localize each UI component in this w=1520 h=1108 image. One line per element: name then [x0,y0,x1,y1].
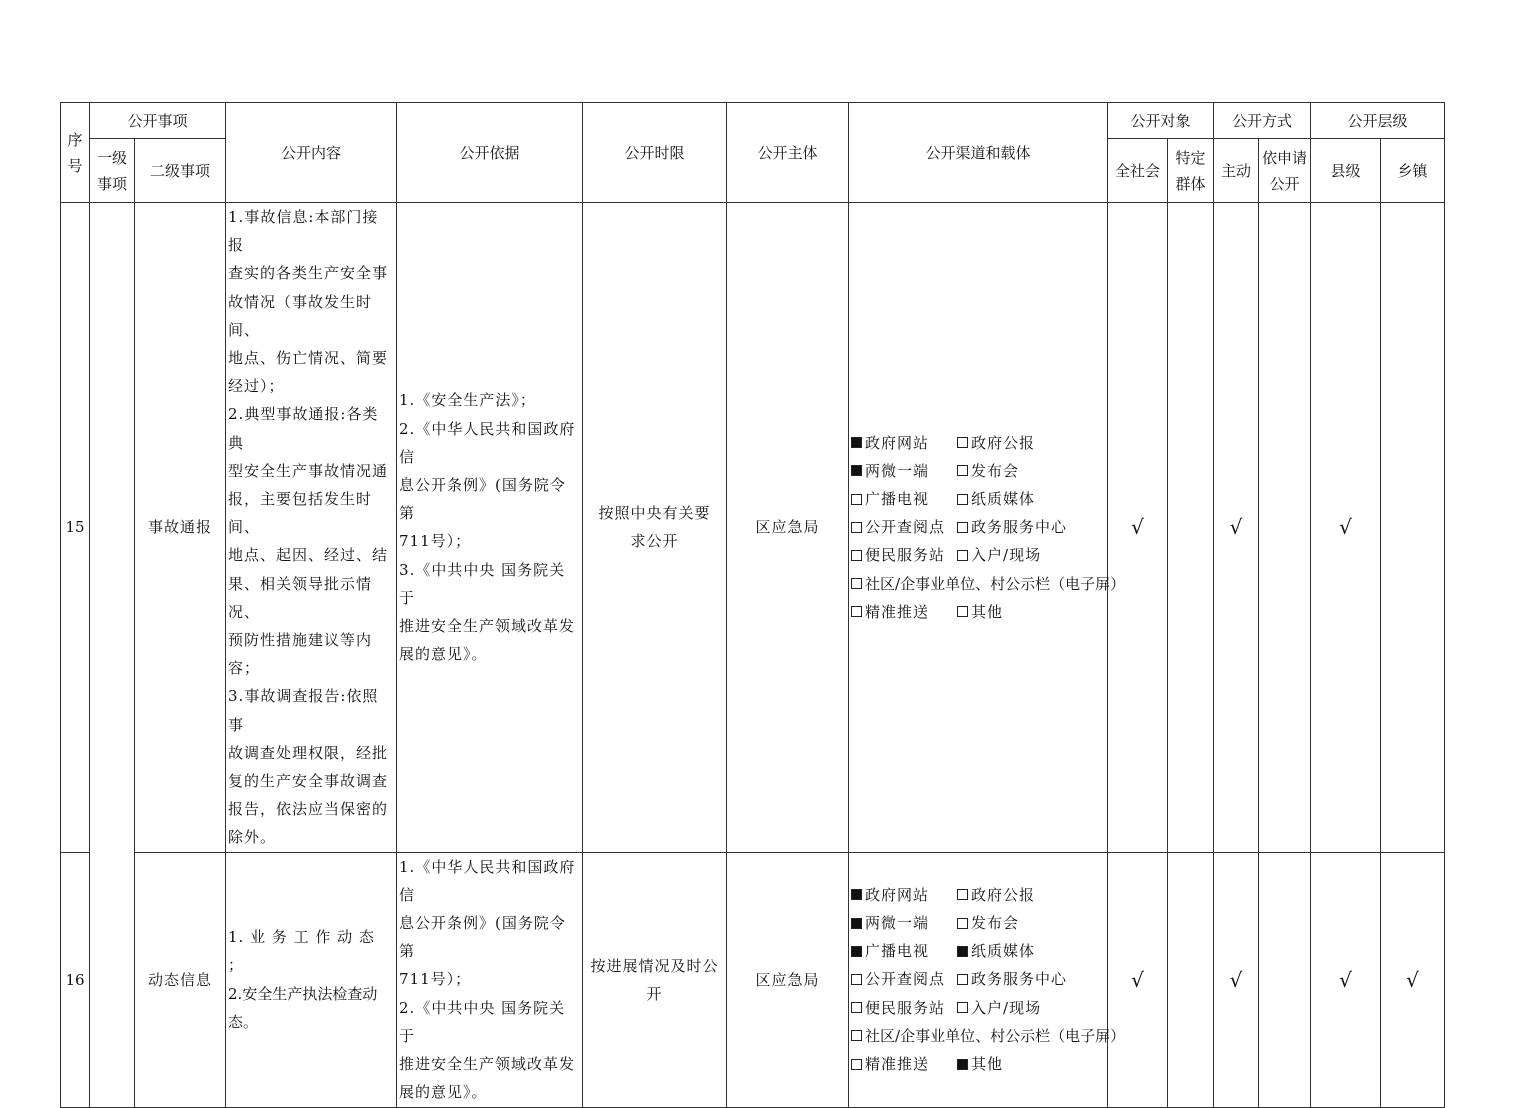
channel-item [851,1022,1125,1050]
channel-label: 发布会 [971,914,1020,933]
row-subject: 区应急局 [727,852,849,1107]
channel-item [957,485,1035,513]
channel-item [851,937,957,965]
header-seq-text: 序号 [67,130,83,175]
checkbox-checked-icon [957,946,968,957]
channel-label: 公开查阅点 [865,518,946,537]
content-line: 报告，依法应当保密的 [228,800,389,819]
row-level2: 事故通报 [135,203,226,853]
channel-label: 政务服务中心 [971,518,1068,537]
row-content [226,852,397,1107]
basis-line: 711号）； [399,532,472,551]
checkbox-checked-icon [851,918,862,929]
disclosure-table [60,102,1445,1108]
row-basis [397,203,583,853]
channel-row [851,429,1107,457]
channel-item [957,1050,1003,1078]
channel-label: 发布会 [971,461,1020,480]
content-line: 2.典型事故通报:各类典 [228,405,379,452]
header-target-specific-text: 特定群体 [1175,148,1206,193]
content-line: 1.事故信息:本部门接报 [228,208,379,255]
checkbox-checked-icon [851,465,862,476]
checkbox-empty-icon [957,606,968,617]
row-channels [849,203,1126,853]
row-time-limit: 按照中央有关要求公开 [583,203,727,853]
channel-label: 便民服务站 [865,998,946,1017]
channel-item [851,965,957,993]
row-mode-request [1259,203,1311,853]
row-mode-request [1259,852,1311,1107]
checkbox-empty-icon [851,1030,862,1041]
channel-label: 入户/现场 [971,546,1042,565]
row-seq: 15 [61,203,90,853]
channel-label: 广播电视 [865,942,930,961]
basis-line: 2.《中共中央 国务院关于 [399,998,566,1045]
checkbox-checked-icon [851,889,862,900]
content-line: 报，主要包括发生时间、 [228,490,373,537]
channel-item [851,1050,957,1078]
header-level1 [90,139,135,203]
content-line: 2.安全生产执法检查动态。 [228,984,378,1031]
channel-item [957,909,1019,937]
header-seq [61,103,90,203]
checkbox-empty-icon [851,494,862,505]
row-level-county: √ [1311,203,1381,853]
row-basis [397,852,583,1107]
header-content: 公开内容 [226,103,397,203]
header-mode-group: 公开方式 [1214,103,1311,139]
channel-label: 纸质媒体 [971,942,1036,961]
channel-label: 便民服务站 [865,546,946,565]
row-level-town [1381,203,1445,853]
checkbox-empty-icon [957,522,968,533]
channel-label: 广播电视 [865,490,930,509]
header-row-top [61,103,1445,139]
channel-item [851,598,957,626]
header-mode-request-text: 依申请公开 [1262,148,1308,193]
row-mode-active: √ [1214,852,1259,1107]
checkbox-empty-icon [851,1059,862,1070]
content-line: 1. 业 务 工 作 动 态 ； [228,928,375,975]
channel-item [957,513,1067,541]
channel-row [851,541,1107,569]
channel-label: 入户/现场 [971,998,1042,1017]
row-target-specific [1168,852,1214,1107]
channel-label: 其他 [971,1055,1004,1074]
channel-label: 政务服务中心 [971,970,1068,989]
checkbox-empty-icon [851,578,862,589]
row-target-specific [1168,203,1214,853]
basis-line: 2.《中华人民共和国政府信 [399,419,576,466]
channel-item [851,909,957,937]
checkbox-empty-icon [851,522,862,533]
checkbox-empty-icon [957,437,968,448]
checkbox-empty-icon [957,1002,968,1013]
channel-row [851,965,1107,993]
channel-label: 公开查阅点 [865,970,946,989]
row-target-all: √ [1108,852,1168,1107]
row-level-town: √ [1381,852,1445,1107]
channel-label: 两微一端 [865,914,930,933]
checkbox-empty-icon [957,974,968,985]
content-line: 除外。 [228,828,277,847]
row-time-limit: 按进展情况及时公开 [583,852,727,1107]
content-line: 地点、伤亡情况、简要 [228,349,389,368]
channel-label: 精准推送 [865,602,930,621]
channel-label: 社区/企事业单位、村公示栏（电子屏） [865,574,1126,593]
content-line: 故调查处理权限，经批 [228,743,389,762]
channel-row [851,598,1107,626]
channel-row [851,994,1107,1022]
channel-label: 政府网站 [865,885,930,904]
row-mode-active: √ [1214,203,1259,853]
header-item-group: 公开事项 [90,103,226,139]
row-content [226,203,397,853]
channel-item [957,598,1003,626]
content-line: 容； [228,659,261,678]
channel-row [851,513,1107,541]
header-target-all: 全社会 [1108,139,1168,203]
checkbox-empty-icon [957,889,968,900]
basis-line: 3.《中共中央 国务院关于 [399,560,566,607]
basis-line: 1.《安全生产法》； [399,391,536,410]
basis-line: 推进安全生产领域改革发 [399,1055,576,1074]
checkbox-empty-icon [957,494,968,505]
row-target-all: √ [1108,203,1168,853]
channel-label: 纸质媒体 [971,490,1036,509]
channel-row [851,881,1107,909]
channel-label: 两微一端 [865,461,930,480]
checkbox-empty-icon [851,550,862,561]
channel-item [957,457,1019,485]
row-level2: 动态信息 [135,852,226,1107]
basis-line: 息公开条例》(国务院令第 [399,914,566,961]
basis-line: 息公开条例》(国务院令第 [399,475,566,523]
checkbox-empty-icon [957,550,968,561]
basis-line: 1.《中华人民共和国政府信 [399,857,576,904]
channel-row [851,909,1107,937]
content-line: 复的生产安全事故调查 [228,772,389,791]
checkbox-checked-icon [851,437,862,448]
checkbox-empty-icon [957,918,968,929]
row-seq: 16 [61,852,90,1107]
content-line: 型安全生产事故情况通 [228,461,389,480]
channel-label: 其他 [971,602,1004,621]
basis-line: 711号）； [399,970,472,989]
checkbox-empty-icon [957,465,968,476]
channel-item [851,994,957,1022]
channel-item [957,994,1041,1022]
basis-line: 展的意见》。 [399,645,488,664]
table-row [61,203,1445,853]
header-level1-text: 一级事项 [96,148,127,193]
basis-line: 展的意见》。 [399,1083,488,1102]
header-channels: 公开渠道和载体 [849,103,1108,203]
content-line: 果、相关领导批示情况、 [228,574,373,621]
checkbox-empty-icon [851,974,862,985]
channel-item [957,429,1035,457]
channel-item [851,541,957,569]
row-level1 [90,203,135,1108]
header-time-limit: 公开时限 [583,103,727,203]
channel-label: 政府公报 [971,433,1036,452]
channel-item [851,881,957,909]
channel-item [851,457,957,485]
header-level-group: 公开层级 [1311,103,1445,139]
channel-item [957,937,1035,965]
checkbox-checked-icon [851,946,862,957]
channel-row [851,570,1126,598]
header-subject: 公开主体 [727,103,849,203]
header-mode-active: 主动 [1214,139,1259,203]
header-mode-request [1259,139,1311,203]
row-subject: 区应急局 [727,203,849,853]
channel-row [851,485,1107,513]
row-level-county: √ [1311,852,1381,1107]
channel-label: 社区/企事业单位、村公示栏（电子屏） [865,1026,1126,1045]
content-line: 经过）； [228,377,285,396]
channel-label: 政府网站 [865,433,930,452]
channel-item [851,485,957,513]
row-channels [849,852,1126,1107]
channel-label: 精准推送 [865,1055,930,1074]
header-target-specific [1168,139,1214,203]
channel-item [851,429,957,457]
header-level-county: 县级 [1311,139,1381,203]
content-line: 预防性措施建议等内 [228,631,373,650]
checkbox-checked-icon [957,1059,968,1070]
channel-item [957,541,1041,569]
channel-row [851,937,1107,965]
content-line: 故情况（事故发生时间、 [228,292,373,339]
checkbox-empty-icon [851,1002,862,1013]
content-line: 查实的各类生产安全事 [228,264,389,283]
content-line: 3.事故调查报告:依照事 [228,687,379,734]
channel-row [851,1050,1107,1078]
checkbox-empty-icon [851,606,862,617]
channel-item [957,965,1067,993]
table-row [61,852,1445,1107]
content-line: 地点、起因、经过、结 [228,546,389,565]
header-basis: 公开依据 [397,103,583,203]
header-target-group: 公开对象 [1108,103,1214,139]
channel-row [851,457,1107,485]
channel-item [851,570,1125,598]
header-level2: 二级事项 [135,139,226,203]
channel-item [957,881,1035,909]
channel-label: 政府公报 [971,885,1036,904]
channel-row [851,1022,1126,1050]
basis-line: 推进安全生产领域改革发 [399,616,576,635]
header-level-town: 乡镇 [1381,139,1445,203]
channel-item [851,513,957,541]
